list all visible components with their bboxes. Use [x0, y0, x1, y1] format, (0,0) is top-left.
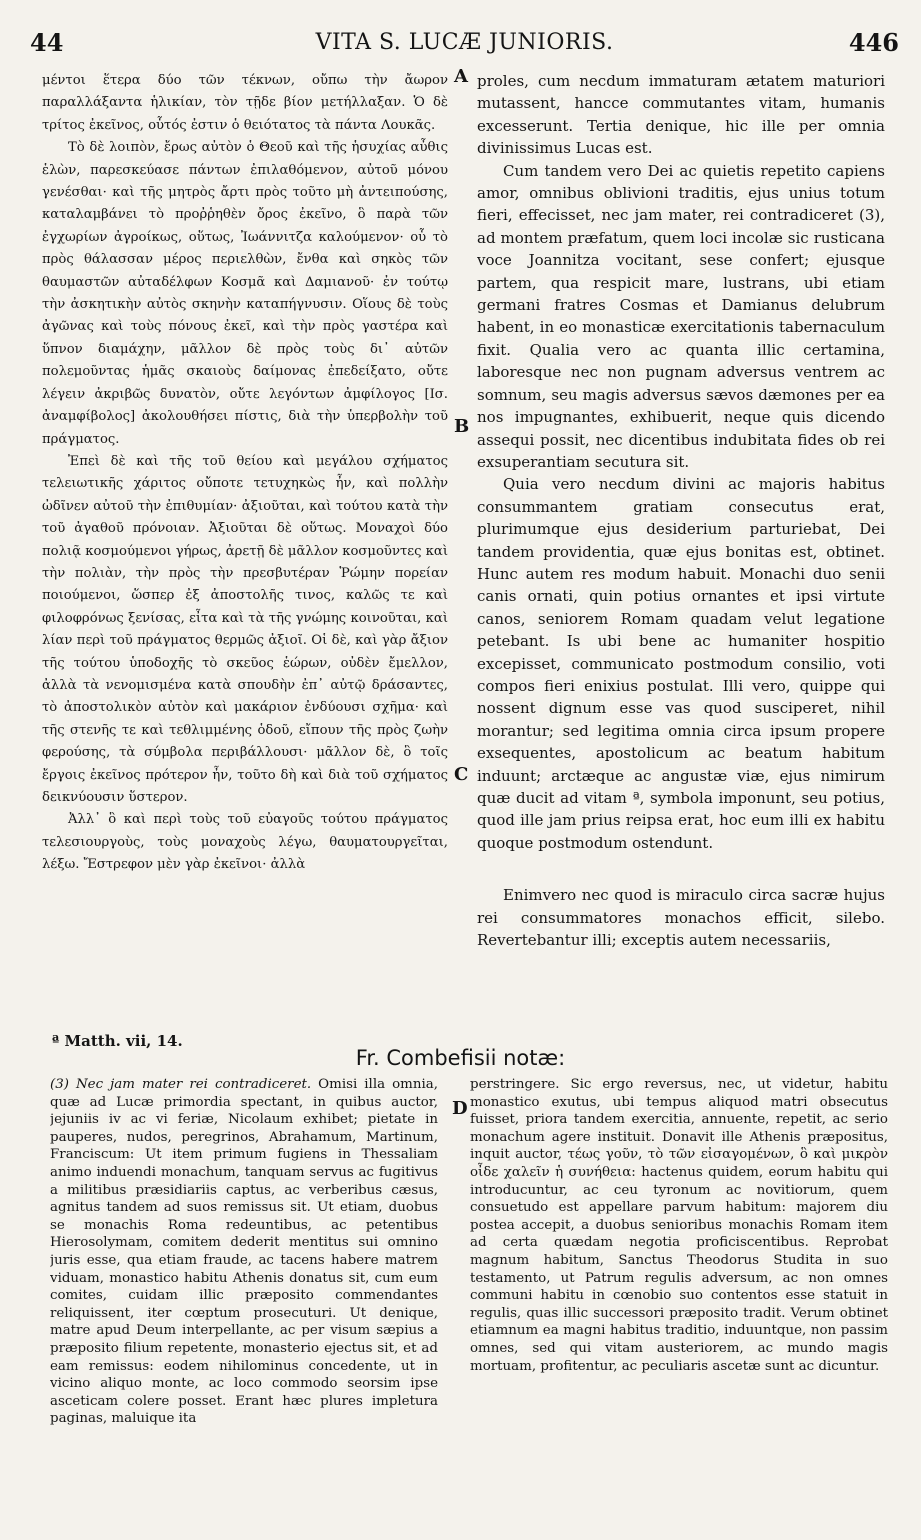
- greek-column: [42, 70, 448, 877]
- margin-letter-d: D: [452, 1098, 468, 1119]
- page-header: [30, 28, 899, 62]
- note-continuation: perstringere. Sic ergo reversus, nec, ut videtur, habitu monastico exutus, ubi tempus aliquod matri obsecutus fuisset, priora tandem exercitia, annuente, repetit, ac serio monachum agere instituit. Donavit ille Athenis præpositus, inquit auctor, τέως γοῦν, τὸ τῶν εἰσαγομένων, ὃ καὶ μικρὸν οἶδε χαλεῖν ἡ συνήθεια: hactenus quidem, eorum habitu qui introducuntur, ac ceu tyronum ac novitiorum, quem consuetudo est appellare parvum habitum: majorem diu postea accepit, a duobus senioribus monachis Romam item ad certa quædam negotia proficiscentibus. Reprobat magnum habitum, Sanctus Theodorus Studita in suo testamento, ut Patrum regulis adversum, ac non omnes communi habitu in cœnobio suo contentos esse statuit in regulis, quas illic successori præposito tradit. Verum obtinet etiamnum ea magni habitus traditio, induuntque, non passim omnes, sed qui vitam austeriorem, ac mundo magis mortuam, profitentur, ac peculiaris ascetæ sunt ac dicuntur.: [470, 1077, 888, 1374]
- margin-letter-a: A: [454, 66, 468, 87]
- margin-letter-c: C: [454, 764, 469, 785]
- notes-title: Fr. Combefisii notæ:: [355, 1046, 566, 1070]
- latin-paragraph-2: Cum tandem vero Dei ac quietis repetito capiens amor, omnibus oblivioni traditis, ejus unius totum fieri, effecisset, nec jam mater, rei contradiceret (3), ad montem præfatum, quem loci incolæ sic rusticana voce Joannitza vocitant, sese confert; ejusque partem, qua respicit mare, lustrans, ubi etiam germani fratres Cosmas et Damianus delubrum habent, in eo monasticæ exercitationis tabernaculum fixit. Qualia vero ac quanta illic certamina, laboresque nec non pugnam adversus ventrem ac somnum, seu magis adversus sævos dæmones per ea nos impugnantes, exhibuerit, neque quis dicendo assequi possit, nec dicentibus indubitata fides ob rei exsuperantiam secutura sit.: [477, 161, 885, 471]
- note-3: [50, 1076, 438, 1428]
- running-title: VITA S. LUCÆ JUNIORIS.: [315, 30, 614, 55]
- latin-paragraph-3: Quia vero necdum divini ac majoris habitus consummantem gratiam consecutus erat, plurimumque ejus desiderium parturiebat, Dei tandem providentia, quæ ejus bonitas est, obtinet. Hunc autem res modum habuit. Monachi duo senii canis ornati, quin potius ornantes et ipsi virtute canos, seniorem Romam quadam velut legatione petebant. Is ubi bene ac humaniter hospitio excepisset, communicato postmodum consilio, voti compos fieri enixius postulat. Illi vero, quippe qui nossent dignum esse vas quod susciperet, nihil morantur; sed legitima omnia circa ipsum propere exsequentes, apostolicum ac beatum habitum induunt; arctæque ac angustæ viæ, ejus nimirum quæ ducit ad vitam ª, symbola imponunt, seu potius, quod ille jam prius reipsa erat, hoc eum illi ex habitu quoque postmodum ostendunt.: [477, 475, 885, 852]
- note-lemma: (3) Nec jam mater rei contradiceret.: [50, 1077, 312, 1092]
- greek-paragraph-4: Ἀλλ᾽ ὃ καὶ περὶ τοὺς τοῦ εὐαγοῦς τούτου πράγματος τελεσιουργοὺς, τοὺς μοναχοὺς λέγω, θαυματουργεῖται, λέξω. Ἔστρεφον μὲν γὰρ ἐκεῖνοι· ἀλλὰ: [42, 812, 448, 873]
- greek-paragraph-2: Τὸ δὲ λοιπὸν, ἔρως αὐτὸν ὁ Θεοῦ καὶ τῆς ἡσυχίας αὖθις ἑλὼν, παρεσκεύασε πάντων ἐπιλαθόμενον, αὐτοῦ μόνου γενέσθαι· καὶ τῆς μητρὸς ἄρτι πρὸς τοῦτο μὴ ἀντειπούσης, καταλαμβάνει τὸ προῤῥηθὲν ὄρος ἐκεῖνο, ὃ παρὰ τῶν ἐγχωρίων ἀγροίκως, οὕτως, Ἰωάννιτζα καλούμενον· οὗ τὸ πρὸς θάλασσαν μέρος περιελθὼν, ἔνθα καὶ σηκὸς τῶν θαυμαστῶν αὐταδέλφων Κοσμᾶ καὶ Δαμιανοῦ· ἐν τούτῳ τὴν ἀσκητικὴν αὐτὸς σκηνὴν καταπήγνυσιν. Οἵους δὲ τοὺς ἀγῶνας καὶ τοὺς πόνους ἐκεῖ, καὶ τὴν πρὸς γαστέρα καὶ ὕπνον διαμάχην, μᾶλλον δὲ πρὸς τοὺς δι᾽ αὐτῶν πολεμοῦντας ἡμᾶς σκαιοὺς δαίμονας ἐπεδείξατο, οὔτε λέγειν ἀκριβῶς δυνατὸν, οὔτε λεγόντων ἀμφίλογος [Ισ. ἀναμφίβολος] ἀκολουθήσει πίστις, διὰ τὴν ὑπερβολὴν τοῦ πράγματος.: [42, 140, 448, 447]
- notes-left-column: [50, 1076, 438, 1428]
- page-number-right: 446: [848, 28, 899, 57]
- greek-paragraph-1: μέντοι ἕτερα δύο τῶν τέκνων, οὔπω τὴν ἄωρον παραλλάξαντα ἡλικίαν, τὸν τῇδε βίον μετήλλαξαν. Ὁ δὲ τρίτος ἐκεῖνος, οὗτός ἐστιν ὁ θειότατος τὰ πάντα Λουκᾶς.: [42, 73, 448, 133]
- latin-paragraph-4: Enimvero nec quod is miraculo circa sacræ hujus rei consummatores monachos efficit, silebo. Revertebantur illi; exceptis autem necessariis,: [477, 886, 885, 950]
- margin-letter-b: B: [454, 416, 470, 437]
- notes-right-column: [470, 1076, 888, 1375]
- latin-column: [477, 70, 885, 951]
- page-number-left: 44: [30, 28, 64, 57]
- greek-paragraph-3: Ἐπεὶ δὲ καὶ τῆς τοῦ θείου καὶ μεγάλου σχήματος τελειωτικῆς χάριτος οὔποτε τετυχηκὼς ἦν, καὶ πολλὴν ὠδῖνεν αὐτοῦ τὴν ἐπιθυμίαν· ἀξιοῦται, καὶ τούτου κατὰ τὴν τοῦ ἀγαθοῦ πρόνοιαν. Ἀξιοῦται δὲ οὕτως. Μοναχοὶ δύο πολιᾷ κοσμούμενοι γήρως, ἀρετῇ δὲ μᾶλλον κοσμοῦντες καὶ τὴν πολιὰν, τὴν πρὸς τὴν πρεσβυτέραν Ῥώμην πορείαν ποιούμενοι, ὥσπερ ἐξ ἀποστολῆς τινος, καλῶς τε καὶ φιλοφρόνως ξενίσας, εἶτα καὶ τὰ τῆς γνώμης κοινοῦται, καὶ λίαν περὶ τοῦ πράγματος θερμῶς ἀξιοῖ. Οἱ δὲ, καὶ γὰρ ἄξιον τῆς τούτου ὑποδοχῆς τὸ σκεῦος ἑώρων, οὐδὲν ἔμελλον, ἀλλὰ τὰ νενομισμένα κατὰ σπουδὴν ἐπ᾽ αὐτῷ δράσαντες, τὸ ἀποστολικὸν αὐτὸν καὶ μακάριον ἐνδύουσι σχῆμα· καὶ τῆς στενῆς τε καὶ τεθλιμμένης ὁδοῦ, εἴπουν τῆς πρὸς ζωὴν φερούσης, τὰ σύμβολα περιβάλλουσι· μᾶλλον δὲ, ὃ τοῖς ἔργοις ἐκεῖνος πρότερον ἦν, τοῦτο δὴ καὶ διὰ τοῦ σχήματος δεικνύουσιν ὕστερον.: [42, 453, 448, 805]
- scripture-footnote: ª Matth. vii, 14.: [52, 1032, 183, 1050]
- latin-paragraph-1: proles, cum necdum immaturam ætatem maturiori mutassent, hancce commutantes vitam, humanis excesserunt. Tertia denique, hic ille per omnia divinissimus Lucas est.: [477, 72, 885, 158]
- note-3-text: Omisi illa omnia, quæ ad Lucæ primordia spectant, in quibus auctor, jejuniis iv ac vi feriæ, Nicolaum exhibet; pietate in pauperes, nudos, peregrinos, Abrahamum, Martinum, Franciscum: Ut item primum fugiens in Thessaliam animo induendi monachum, tanquam servus ac fugitivus a militibus præsidiariis captus, ac verberibus cæsus, agnitus tandem ad suos remissus sit. Ut etiam, duobus se monachis Roma redeuntibus, ac petentibus Hierosolymam, comitem dederit mentitus sui omnino juris esse, qua etiam fraude, ac tacens habere matrem viduam, monastico habitu Athenis donatus sit, cum eum comites, cuidam illic præposito commendantes reliquissent, iter cœptum prosecuturi. Ut denique, matre apud Deum interpellante, ac per visum sæpius a præposito filium repetente, monasterio ejectus sit, et ad eam remissus: eodem nihilominus concedente, ut in vicino aliquo monte, ac loco commodo seorsim ipse asceticam colere posset. Erant hæc plures impletura paginas, maluique ita: [50, 1077, 438, 1427]
